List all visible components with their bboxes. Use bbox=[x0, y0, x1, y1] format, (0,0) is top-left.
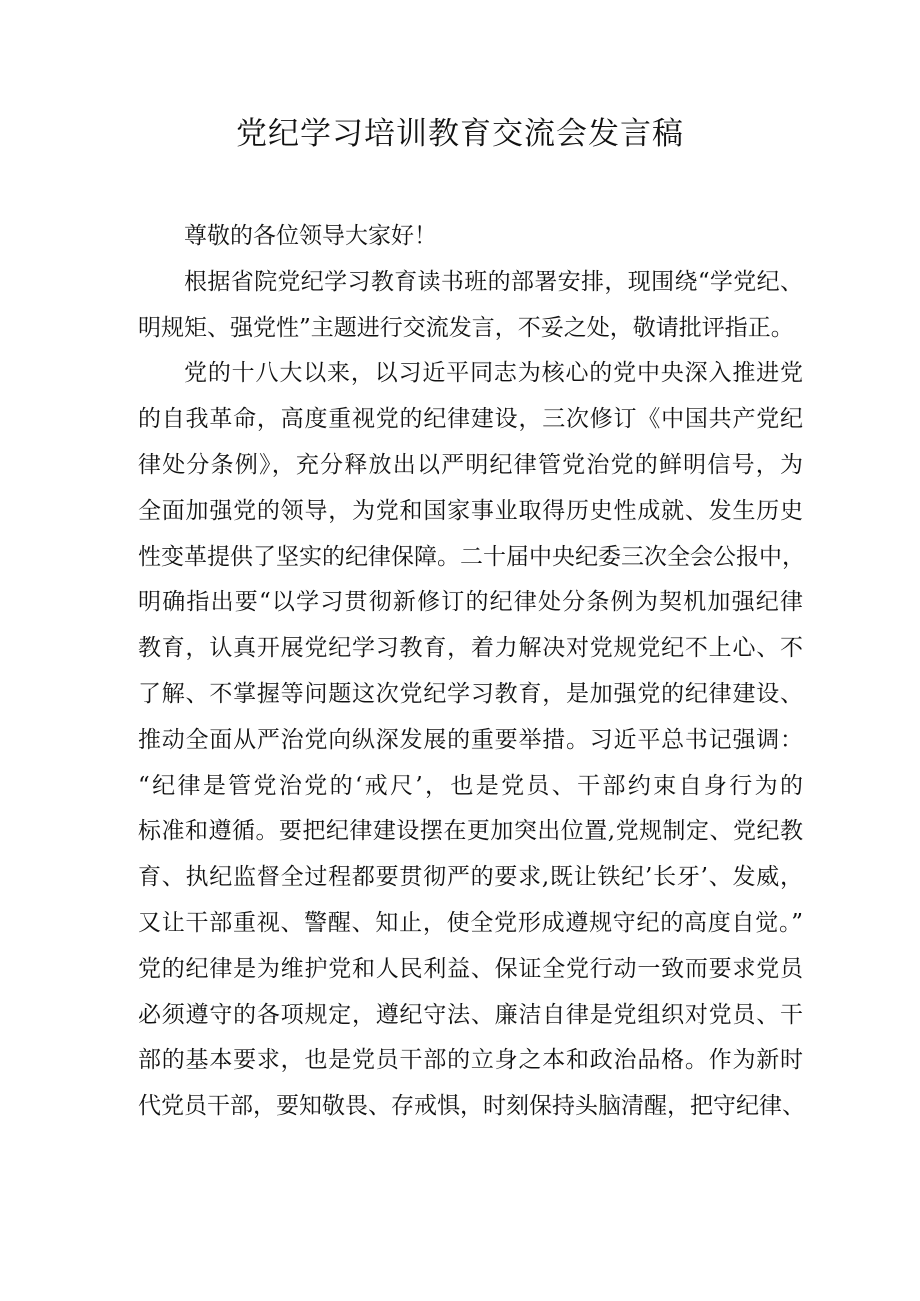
greeting-line: 尊敬的各位领导大家好！ bbox=[184, 223, 437, 249]
paragraph-line: 全面加强党的领导，为党和国家事业取得历史性成就、发生历史 bbox=[138, 497, 803, 524]
paragraph-line: 必须遵守的各项规定，遵纪守法、廉洁自律是党组织对党员、干 bbox=[138, 1001, 803, 1028]
document-body bbox=[138, 214, 803, 1130]
paragraph-line: 明确指出要“以学习贯彻新修订的纪律处分条例为契机加强纪律 bbox=[138, 589, 803, 616]
paragraph-line: 明规矩、强党性”主题进行交流发言，不妥之处，敬请批评指正。 bbox=[138, 314, 794, 341]
paragraph-line: 教育，认真开展党纪学习教育，着力解决对党规党纪不上心、不 bbox=[138, 635, 803, 662]
paragraph-line: 部的基本要求，也是党员干部的立身之本和政治品格。作为新时 bbox=[138, 1047, 803, 1074]
paragraph-line: 代党员干部，要知敬畏、存戒惧，时刻保持头脑清醒，把守纪律、 bbox=[138, 1093, 805, 1120]
paragraph-line: 根据省院党纪学习教育读书班的部署安排，现围绕“学党纪、 bbox=[184, 268, 803, 295]
paragraph-line: 又让干部重视、警醒、知止，使全党形成遵规守纪的高度自觉。” bbox=[138, 909, 803, 936]
paragraph-line: 性变革提供了坚实的纪律保障。二十届中央纪委三次全会公报中， bbox=[138, 543, 805, 570]
paragraph-line: 党的十八大以来，以习近平同志为核心的党中央深入推进党 bbox=[184, 360, 803, 387]
document-title: 党纪学习培训教育交流会发言稿 bbox=[236, 116, 684, 152]
paragraph-line: “纪律是管党治党的‘戒尺’，也是党员、干部约束自身行为的 bbox=[138, 772, 803, 799]
paragraph-line: 律处分条例》，充分释放出以严明纪律管党治党的鲜明信号，为 bbox=[138, 451, 803, 478]
paragraph-line: 推动全面从严治党向纵深发展的重要举措。习近平总书记强调： bbox=[138, 726, 803, 753]
paragraph-line: 标准和遵循。要把纪律建设摆在更加突出位置,党规制定、党纪教 bbox=[138, 818, 803, 845]
paragraph-line: 的自我革命，高度重视党的纪律建设，三次修订《中国共产党纪 bbox=[138, 406, 803, 433]
paragraph-line: 育、执纪监督全过程都要贯彻严的要求,既让铁纪’长牙’、发威， bbox=[138, 864, 803, 891]
paragraph-line: 了解、不掌握等问题这次党纪学习教育，是加强党的纪律建设、 bbox=[138, 680, 803, 707]
paragraph-line: 党的纪律是为维护党和人民利益、保证全党行动一致而要求党员 bbox=[138, 955, 803, 982]
